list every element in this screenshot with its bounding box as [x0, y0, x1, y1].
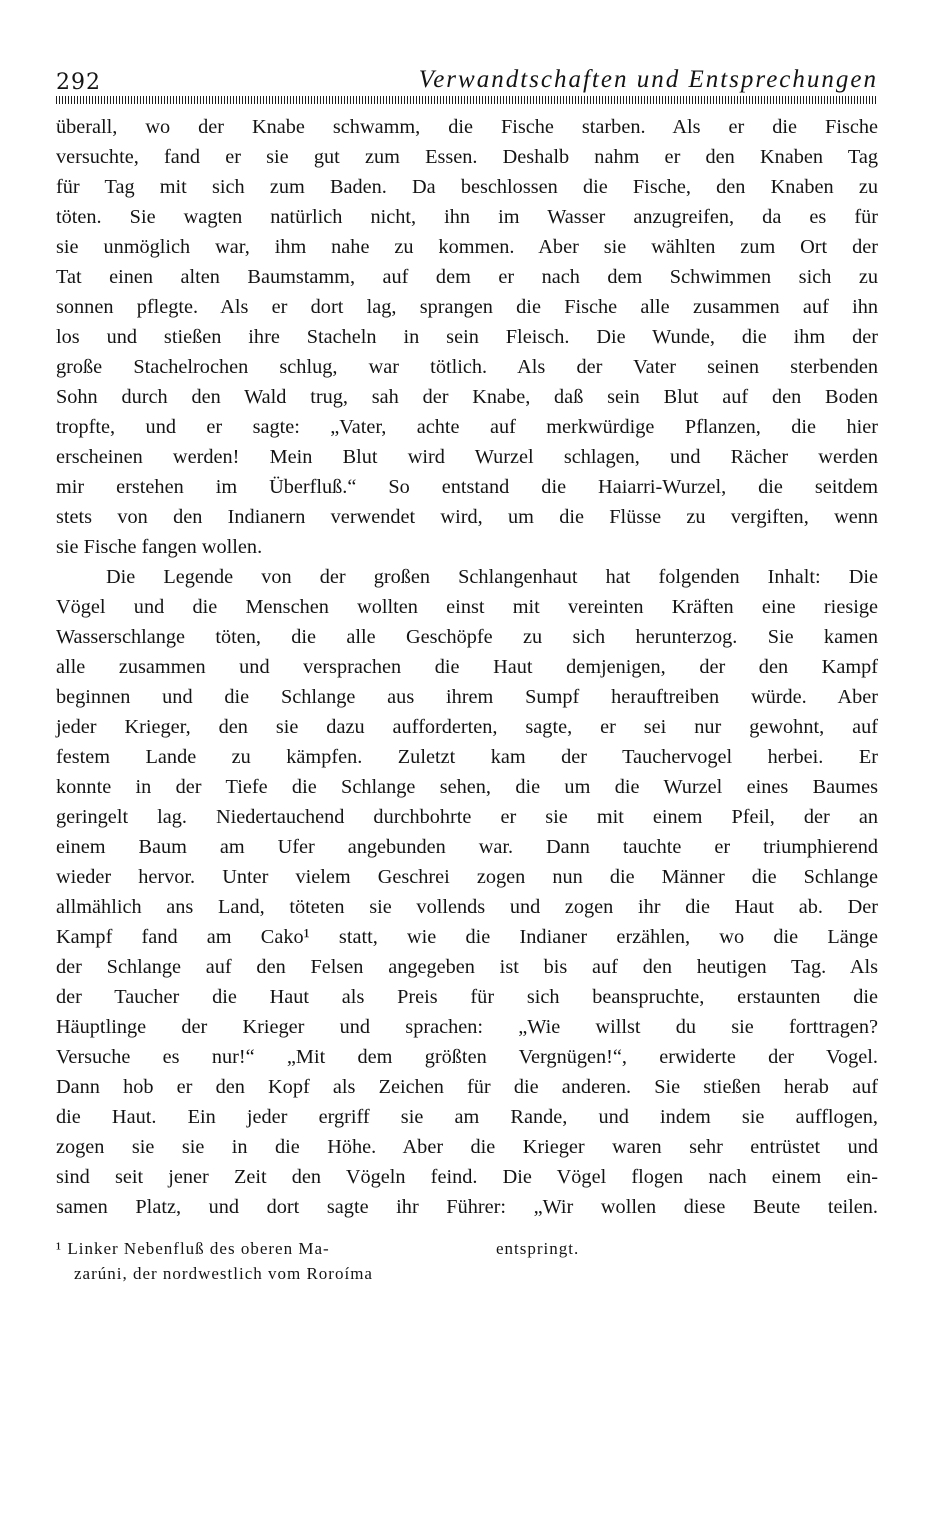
text-line: mir erstehen im Überfluß.“ So entstand die Haiarri-Wurzel, die seitdem	[56, 476, 878, 498]
text-line: Häuptlinge der Krieger und sprachen: „Wie willst du sie forttragen?	[56, 1016, 878, 1038]
page-header	[56, 66, 878, 96]
text-line: einem Baum am Ufer angebunden war. Dann tauchte er triumphierend	[56, 836, 878, 858]
text-line: festem Lande zu kämpfen. Zuletzt kam der Tauchervogel herbei. Er	[56, 746, 878, 768]
paragraph-2	[56, 562, 878, 1222]
text-line: versuchte, fand er sie gut zum Essen. Deshalb nahm er den Knaben Tag	[56, 146, 878, 168]
paragraph-1	[56, 112, 878, 562]
text-line: Sohn durch den Wald trug, sah der Knabe, daß sein Blut auf den Boden	[56, 386, 878, 408]
text-line: geringelt lag. Niedertauchend durchbohrte er sie mit einem Pfeil, der an	[56, 806, 878, 828]
text-line: große Stachelrochen schlug, war tötlich. Als der Vater seinen sterbenden	[56, 356, 878, 378]
footnote-continuation	[496, 1236, 579, 1261]
page-number: 292	[56, 70, 101, 95]
text-line: Kampf fand am Cako¹ statt, wie die Indianer erzählen, wo die Länge	[56, 926, 878, 948]
header-rule	[56, 96, 878, 104]
text-line: erscheinen werden! Mein Blut wird Wurzel schlagen, und Rächer werden	[56, 446, 878, 468]
text-line: Vögel und die Menschen wollten einst mit vereinten Kräften eine riesige	[56, 596, 878, 618]
text-line: Versuche es nur!“ „Mit dem größten Vergnügen!“, erwiderte der Vogel.	[56, 1046, 878, 1068]
running-title: Verwandtschaften und Entsprechungen	[418, 66, 878, 93]
text-line: sind seit jener Zeit den Vögeln feind. Die Vögel flogen nach einem ein-	[56, 1166, 878, 1188]
text-line: die Haut. Ein jeder ergriff sie am Rande, und indem sie aufflogen,	[56, 1106, 878, 1128]
text-line: zogen sie sie in die Höhe. Aber die Krieger waren sehr entrüstet und	[56, 1136, 878, 1158]
text-line: überall, wo der Knabe schwamm, die Fische starben. Als er die Fische	[56, 116, 878, 138]
text-line: konnte in der Tiefe die Schlange sehen, die um die Wurzel eines Baumes	[56, 776, 878, 798]
text-line: los und stießen ihre Stacheln in sein Fleisch. Die Wunde, die ihm der	[56, 326, 878, 348]
text-line: für Tag mit sich zum Baden. Da beschlossen die Fische, den Knaben zu	[56, 176, 878, 198]
body-text	[56, 112, 878, 1222]
text-line: sonnen pflegte. Als er dort lag, sprangen die Fische alle zusammen auf ihn	[56, 296, 878, 318]
text-line: Dann hob er den Kopf als Zeichen für die anderen. Sie stießen herab auf	[56, 1076, 878, 1098]
footnote-line: entspringt.	[496, 1239, 580, 1258]
text-line: sie unmöglich war, ihm nahe zu kommen. Aber sie wählten zum Ort der	[56, 236, 878, 258]
text-line: stets von den Indianern verwendet wird, um die Flüsse zu vergiften, wenn	[56, 506, 878, 528]
text-line: beginnen und die Schlange aus ihrem Sumpf herauftreiben würde. Aber	[56, 686, 878, 708]
text-line: tropfte, und er sagte: „Vater, achte auf merkwürdige Pflanzen, die hier	[56, 416, 878, 438]
text-line: töten. Sie wagten natürlich nicht, ihn im Wasser anzugreifen, da es für	[56, 206, 878, 228]
text-line: sie Fische fangen wollen.	[56, 536, 263, 558]
text-line: Tat einen alten Baumstamm, auf dem er nach dem Schwimmen sich zu	[56, 266, 878, 288]
text-line: allmählich ans Land, töteten sie vollends und zogen ihr die Haut ab. Der	[56, 896, 878, 918]
text-line: der Schlange auf den Felsen angegeben ist bis auf den heutigen Tag. Als	[56, 956, 878, 978]
footnote	[56, 1236, 456, 1286]
text-line: Wasserschlange töten, die alle Geschöpfe zu sich herunterzog. Sie kamen	[56, 626, 878, 648]
text-line: der Taucher die Haut als Preis für sich beanspruchte, erstaunten die	[56, 986, 878, 1008]
text-line: samen Platz, und dort sagte ihr Führer: „Wir wollen diese Beute teilen.	[56, 1196, 878, 1218]
footnote-line: ¹ Linker Nebenfluß des oberen Ma-	[56, 1239, 330, 1258]
text-line: jeder Krieger, den sie dazu aufforderten, sagte, er sei nur gewohnt, auf	[56, 716, 878, 738]
text-line: Die Legende von der großen Schlangenhaut hat folgenden Inhalt: Die	[106, 566, 878, 588]
text-line: alle zusammen und versprachen die Haut demjenigen, der den Kampf	[56, 656, 878, 678]
footnote-line: zarúni, der nordwestlich vom Roroíma	[74, 1264, 373, 1283]
text-line: wieder hervor. Unter vielem Geschrei zogen nun die Männer die Schlange	[56, 866, 878, 888]
